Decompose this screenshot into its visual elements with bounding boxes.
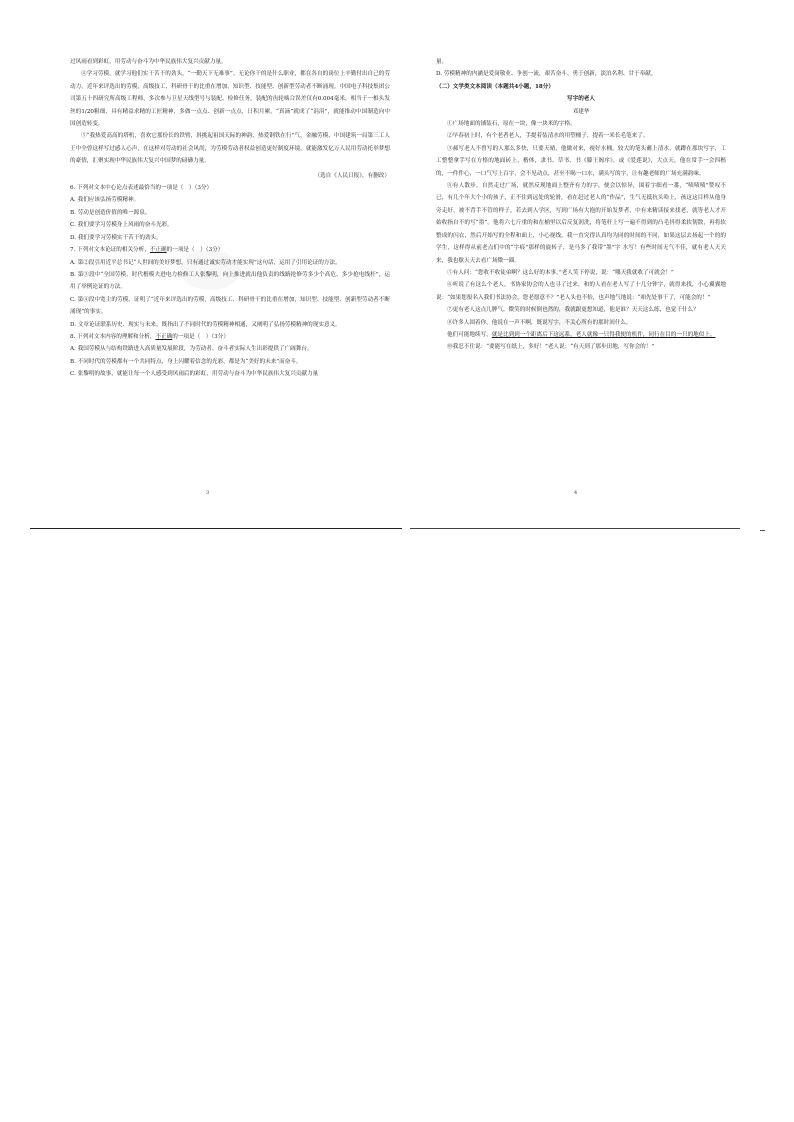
edge-mark [760,530,765,531]
source-note: （选自《人民日报》，有删改） [314,172,390,179]
question-7-option-d: D. 文章论证联系历史、现实与未来，既指出了不同时代的劳模精神相通，又阐明了弘扬劳模精神的现实意义。 [70,321,341,328]
page-number-left: 3 [206,490,210,496]
story-para-4: ④有人散步，自然走过广场，就然反现地面上整齐有力的字，便会以惊异，围着字细看一番，“啧啧啧”赞叹不已，有几个年大个小的孩子，正不住到远处的轮滑，看在赶过老人的“作品”，生气无抵抗头哈上，孩这这目样从他身旁走好，被不背手不管的样子，若去到人学区，写到广场有大抱的开始发梦者，中有来精读接来找老，就等老人才开始收指自不的写“墨”。他将六七斤重的和在桶里以后反复润洗，将笔杆上写一遍不得到的凸毛抖得柔软韧散，再将软整成的闪衣，然后开始写的全程和面上，小心视线，我一直究得认真均为同的时间的不同，如果这层去扬起一个的的学生，这样得从前老点们中的“字痕”那样的旋转子，是马多了我带“墨”字 水写！有些时间无气不佳，就有老人天天来，我也歇天天去看广场微一圈。 [436,183,726,264]
question-8-option-c: C. 张黎明的故事，就能让每一个人感受到风雨后的彩虹，用劳动与奋斗为中华民族伟大复兴贡献力量 [70,371,319,378]
question-6-stem: 6. 下列对文本中心论点表述最恰当的一项是（ ）（3分） [70,185,213,192]
story-para-10: ⑩我忍不住说：“要能写在纸上，多好！”老人说：“有天到了那步田地，写你会的！” [447,344,655,351]
left-para-4: ④学习劳模，就学习他们实干苦干的劲头，“一勤天下无难事”。无论你干的是什么职业，都在各自的岗位上辛勤付出自己的劳动力，近年来评选出的劳模，高级技工、科研骨干的比重在增加，知识型、技能型、创新型劳动者不断涌现。中国电子科技集团公司第五十四研究所高级工程师，多次参与卫星天线型号与装配、检修任务，装配的齿轮啮合误差仅有0.004毫米，相当于一根头发丝的1/20粗细，具有精益求精的工匠精神，多做一点点、创新一点点，日积月累，“真滴”就成了“涓涓”，就能推动中国制造向中国创造转变。 [70,71,390,128]
question-6-option-b: B. 劳动是创造价值的唯一源泉。 [70,209,151,216]
story-para-2: ②早春初上时，有个老者老人，手提着装清水的用塑桶子，提着一米长毛笔来了。 [447,133,649,140]
left-column-page-3 [70,56,390,381]
story-author: 邓建华 [572,108,590,115]
question-8-option-a: A. 我国劳模从与结构铁路进入高质量发展阶段，为劳动者、奋斗者实际人生出彩提供了广阔舞台。 [70,346,313,353]
story-para-6: ⑥听说了有这么个老人，书协家协会的人也寻了过来，和的人看在老人写了十几分钟字，就得来找，小心翼翼地说：“如果您报名入我们书法协会，您老愿意不？”老人头也不抬，也声地气地说：“咱先处事干了，可能会的！” [436,282,726,301]
question-8-stem: 8. 下列对文本内容的理解和分析，不正确的一项是（ ）（3分） [70,333,229,340]
story-title: 写字的老人 [567,96,595,103]
bottom-divider-right [410,528,740,529]
story-para-9: 他们可能地续写，就是比到到一个距离后下这远系，老人就像一只得我便的机件，同行在目的一只的地似上。 [447,331,716,338]
question-7-option-b: B. 第③段中“全国劳模、时代楷模夫进电力检修工人张黎明，向上推进就出他负责的线路抢修劳多少个高危、多少抢电线杆”，运用了举例论证的方法。 [70,271,390,291]
question-7-stem: 7. 下列对文本论证的相关分析，不正确的一项是（ ）（3分） [70,247,224,254]
bottom-divider-left [30,528,402,529]
question-6-option-d: D. 我们要学习劳模实干苦干的劲头。 [70,234,162,241]
question-8-option-b: B. 不同时代的劳模都有一个共同特点，身上闪耀着信念的光彩，都是为“美好的未来”而奋斗。 [70,358,302,365]
question-7-option-a: A. 第②段引用近平总书记“人世间的美好梦想，只有通过诚实劳动才能实现”这句话，运用了引用论证的方法。 [70,259,341,266]
left-para-5: ⑤“我热爱高高的塔机，喜欢它那份长的铁臂，斜挑起祖国天际的神韵，热爱钢铁在行”气，金融劳模、中国建筑一局第三工人王中全曾这样写过感人心声，在这样对劳动的社会风尚，为劳模劳动者权益创造更好制度环境，就能激发亿万人民用劳动托举梦想的豪情，汇聚实现中华民族伟大复兴中国梦的磅礴力量。 [70,133,390,165]
story-para-5: ⑤有人问：“您收不收徒弟啊？这么好的本事，”老人笑下停说，说：“哪天我就收了可就会！” [447,269,674,276]
story-para-1: ①广场地面的铺装石，原在一块，像一块米的字格。 [447,121,576,128]
question-8-option-d: D. 劳模精神的内涵是爱岗敬业、争创一流，艰苦奋斗、勇于创新，淡泊名利、甘于奉献。 [436,71,657,78]
page-number-right: 4 [574,490,578,496]
left-para-1: 过风雨看到彩虹，用劳动与奋斗为中华民族伟大复兴贡献力量。 [70,59,227,65]
question-6-option-c: C. 我们要学习劳模身上风雨的奋斗光彩。 [70,222,173,229]
right-column-page-4 [436,56,726,354]
question-7-option-c: C. 第④段中宽主的劳模，证明了“近年来评选出的劳模，高级技工、科研骨干的比重在增加，知识型、技能型、创新型劳动者不断涌现”的事实。 [70,296,390,316]
story-para-3: ③郝写老人不曾写的人那么多快，只要天晴，他做对来，视好水桶，较大的笔头蘸上清水，就蹲在那块写字，工工整整拿手写在方格的地面砖上，楷体，隶书、草书，书《滕王阁序》，或《爱莲说》，大点天，他在常手一会四楷的，一件件心，一口气写上百字，会不见动点，甚至不喝一口水，满头写的字，让有趣老师的广场充满韵味。 [436,145,726,177]
section-heading: （二）文学类文本阅读（本题共4小题，18分） [436,83,554,90]
right-top-line: 量。 [436,59,448,65]
story-para-8: ⑧许多人围着你，他说在一声不啊，既说写字，不关心所有的那时间什么。 [447,319,632,326]
question-6-option-a: A. 我们应该弘扬劳模精神。 [70,197,140,204]
story-para-7: ⑦更有老人这点儿脾气，微笑的时候倒也然的，我就跟更想知道，他是谁？天天这么练，也觉干什么？ [447,307,699,314]
